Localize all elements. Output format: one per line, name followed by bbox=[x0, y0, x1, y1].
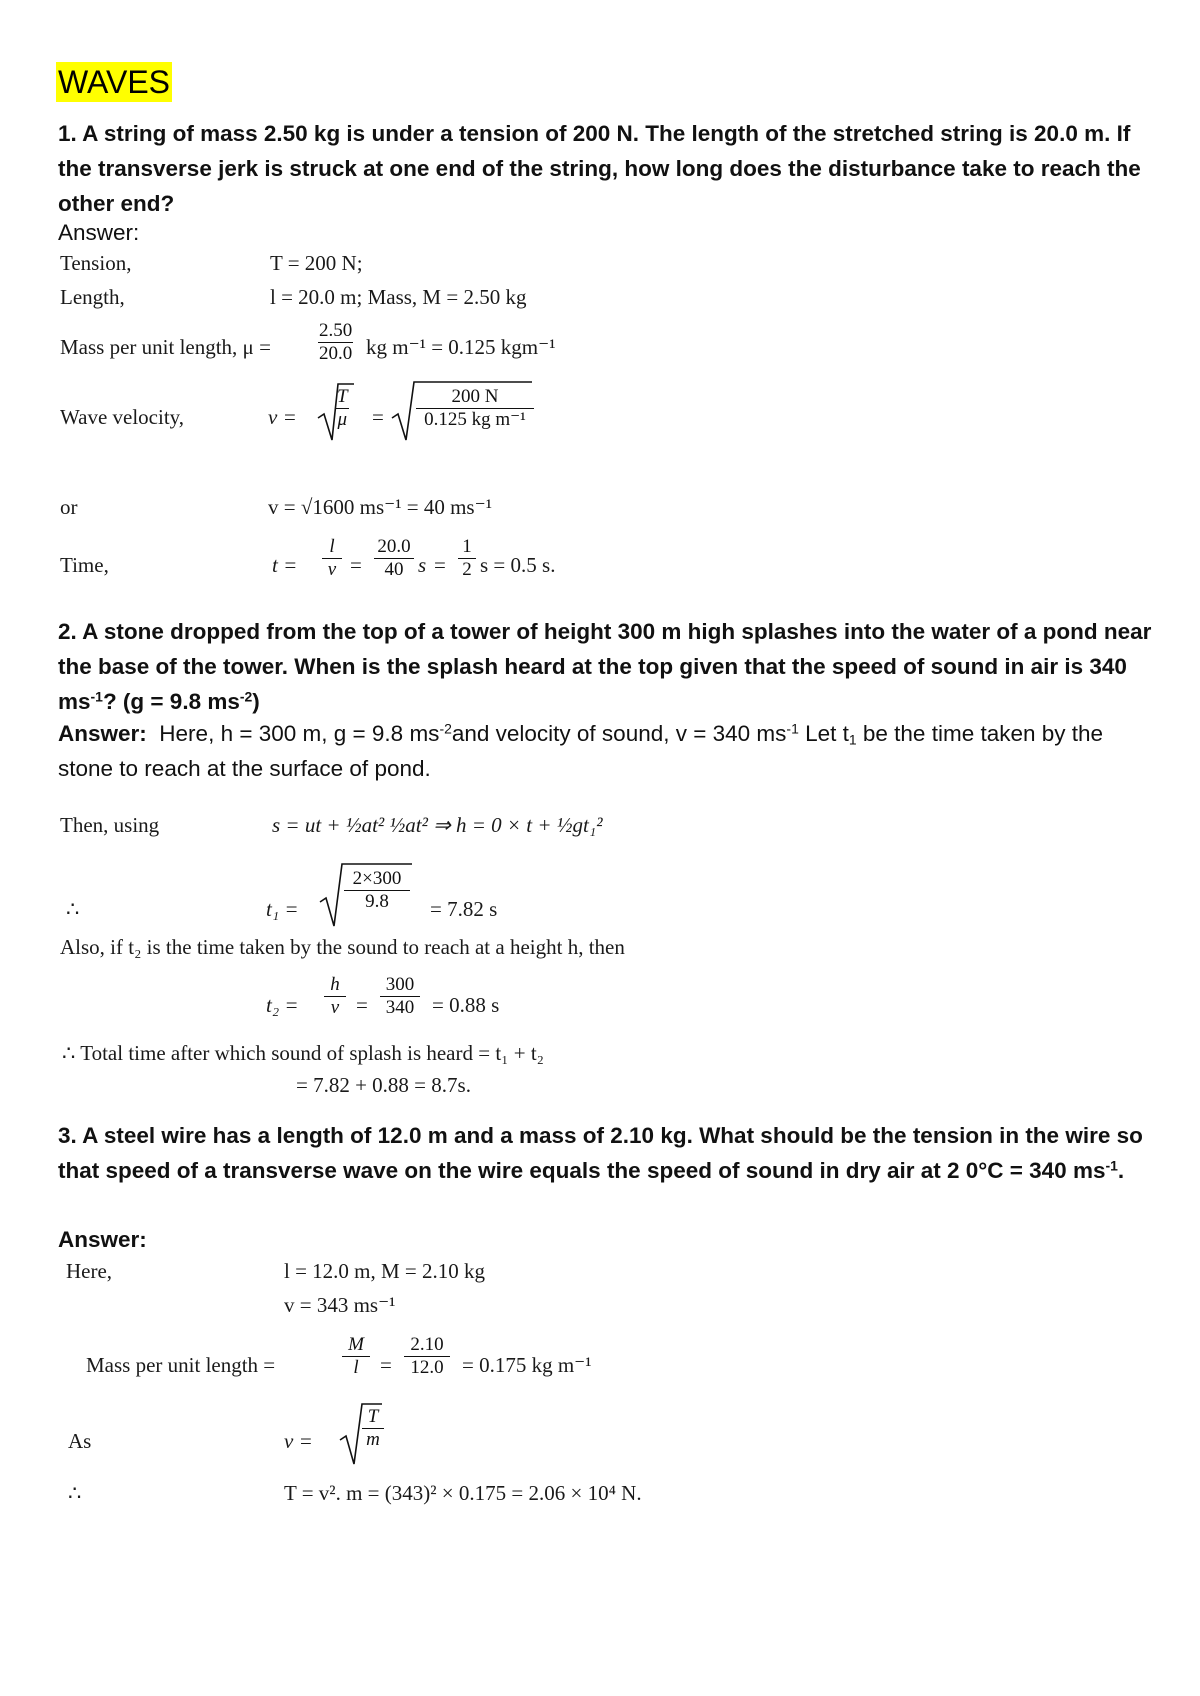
q2-also-line: Also, if t₂ is the time taken by the sound to reach at a height h, then bbox=[60, 935, 625, 959]
question-1: 1. A string of mass 2.50 kg is under a tension of 200 N. The length of the stretched string is 20.0 m. If the transverse jerk is struck at one end of the string, how long does the disturbance take to reach the other end? bbox=[58, 121, 1141, 216]
q1-or-label: or bbox=[60, 495, 78, 519]
q1-velocity-fraction-numeric: $\frac{200 N}{\text{0.125 kg m⁻¹}}$ bbox=[416, 386, 534, 431]
q2-t2-fraction-2: $\frac{300}{340}$ bbox=[380, 974, 420, 1019]
q1-velocity-result: v = √1600 ms⁻¹ = 40 ms⁻¹ bbox=[268, 495, 492, 519]
q3-mass-per-length-fraction-2: $\frac{2.10}{12.0}$ bbox=[404, 1334, 450, 1379]
q2-t2-fraction-1: $\frac{h}{v}$ bbox=[324, 974, 346, 1019]
q2-total-line: ∴ Total time after which sound of splash is heard = t₁ + t₂ bbox=[62, 1041, 544, 1065]
q2-t1-lhs: t₁ = bbox=[266, 897, 299, 921]
q1-mass-per-length-fraction: $\frac{2.50}{20.0}$ bbox=[319, 320, 353, 364]
unit-s: s bbox=[418, 553, 427, 577]
q1-time-fraction-2: $\frac{20.0}{40}$ bbox=[374, 536, 414, 581]
q3-velocity-fraction: $\frac{T}{m}$ bbox=[362, 1406, 384, 1451]
q3-mass-per-length-label: Mass per unit length = bbox=[86, 1353, 276, 1377]
q1-time-fraction-3: $\frac{1}{2}$ bbox=[458, 536, 476, 581]
q1-velocity-lhs: v = bbox=[268, 405, 297, 429]
equals-sign: = bbox=[380, 1353, 392, 1377]
q3-here-equation-1: l = 12.0 m, M = 2.10 kg bbox=[284, 1259, 486, 1283]
q2-kinematics-equation: s = ut + ½at² ½at² ⇒ h = 0 × t + ½gt₁² bbox=[272, 813, 603, 837]
q2-t1-fraction: $\frac{2\times 300}{9.8}$ bbox=[344, 868, 410, 913]
q1-length-equation: l = 20.0 m; Mass, M = 2.50 kg bbox=[270, 285, 527, 309]
page-title: WAVES bbox=[58, 64, 171, 100]
q3-mass-per-length-result: = 0.175 kg m⁻¹ bbox=[462, 1353, 592, 1377]
equals-sign: = bbox=[356, 993, 368, 1017]
q3-here-label: Here, bbox=[66, 1259, 113, 1283]
question-2: 2. A stone dropped from the top of a tower of height 300 m high splashes into the water of a pond near the base of the tower. When is the splash heard at the top given that the speed of sound in air is 340 $ms^{-1}$? (g = 9.8 $ms^{-2}$) bbox=[58, 619, 1152, 714]
q3-here-equation-2: v = 343 ms⁻¹ bbox=[284, 1293, 396, 1317]
q1-length-label: Length, bbox=[60, 285, 125, 309]
q1-mass-per-length-label: Mass per unit length, μ = bbox=[60, 335, 271, 359]
q1-wave-velocity-label: Wave velocity, bbox=[60, 405, 185, 429]
q2-t2-result: = 0.88 s bbox=[432, 993, 500, 1017]
therefore-symbol: ∴ bbox=[66, 897, 80, 921]
equals-sign: = bbox=[434, 553, 446, 577]
q2-total-result: = 7.82 + 0.88 = 8.7s. bbox=[296, 1073, 471, 1097]
q2-t2-lhs: t₂ = bbox=[266, 993, 299, 1017]
q3-as-lhs: v = bbox=[284, 1429, 313, 1453]
q3-final-equation: T = v². m = (343)² × 0.175 = 2.06 × 10⁴ N. bbox=[284, 1481, 642, 1505]
answer-text-2: Answer: Here, h = 300 m, g = 9.8 $ms^{-2}and$ velocity of sound, v = 340 $ms^{-1}$ Let $t_1$ be the time taken by the stone to reach at the surface of pond. bbox=[58, 720, 1104, 781]
q1-tension-equation: T = 200 N; bbox=[270, 251, 363, 275]
answer-label-3: Answer: bbox=[58, 1227, 147, 1252]
q3-mass-per-length-fraction-1: $\frac{M}{l}$ bbox=[342, 1334, 370, 1379]
therefore-symbol: ∴ bbox=[68, 1481, 82, 1505]
q2-then-using-label: Then, using bbox=[60, 813, 160, 837]
q1-time-label: Time, bbox=[60, 553, 109, 577]
q1-velocity-fraction-symbolic: $\frac{T}{\mu}$ bbox=[337, 386, 348, 430]
q1-tension-label: Tension, bbox=[60, 251, 132, 275]
equals-sign: = bbox=[372, 405, 384, 429]
answer-label-1: Answer: bbox=[58, 220, 140, 245]
equals-sign: = bbox=[350, 553, 362, 577]
q1-mass-per-length-result: kg m⁻¹ = 0.125 kgm⁻¹ bbox=[366, 335, 556, 359]
q1-time-lhs: t = bbox=[272, 553, 298, 577]
q2-t1-result: = 7.82 s bbox=[430, 897, 498, 921]
question-3: 3. A steel wire has a length of 12.0 m and a mass of 2.10 kg. What should be the tension in the wire so that speed of a transverse wave on the wire equals the speed of sound in dry air at 2 0°C = 340 $ms^{-1}$. bbox=[58, 1123, 1143, 1183]
q3-as-label: As bbox=[68, 1429, 92, 1453]
q1-time-fraction-1: $\frac{l}{v}$ bbox=[322, 536, 342, 581]
q1-time-result: s = 0.5 s. bbox=[480, 553, 556, 577]
